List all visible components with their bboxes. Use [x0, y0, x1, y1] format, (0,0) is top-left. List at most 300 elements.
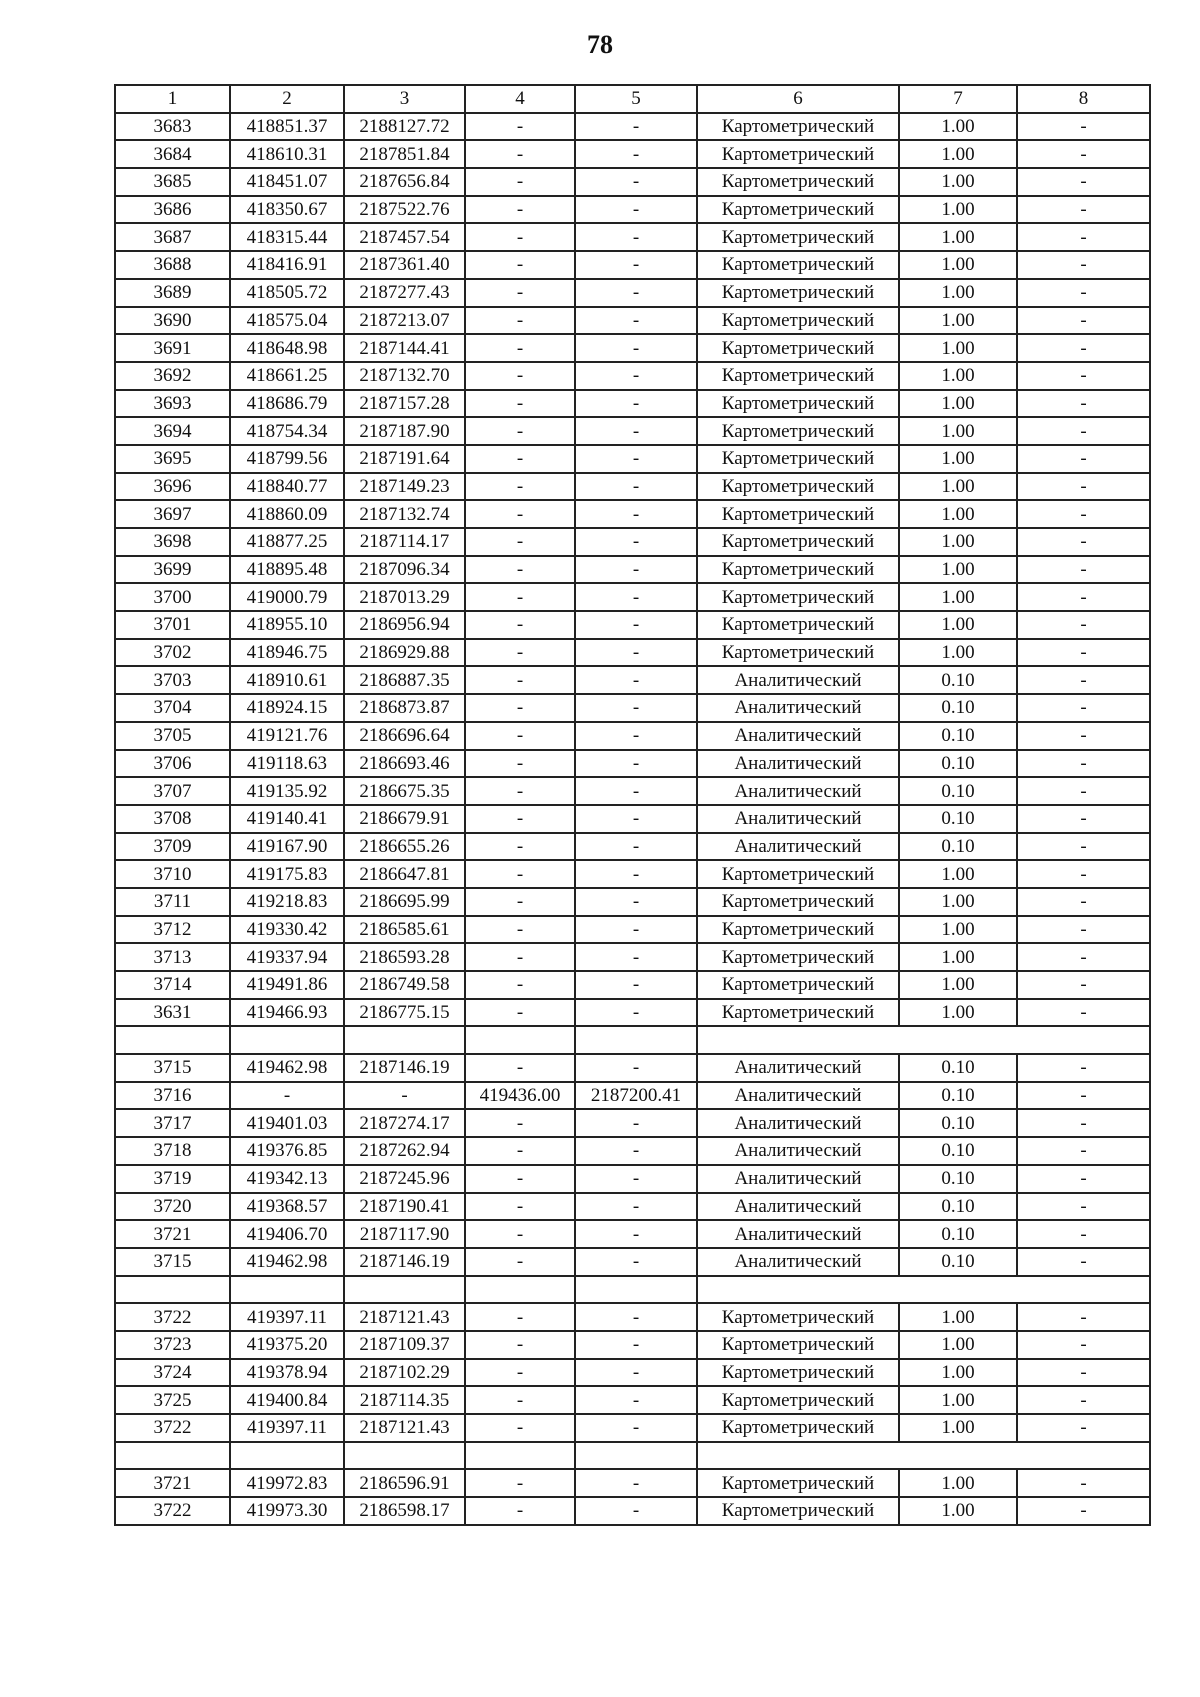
column-header: 7	[899, 85, 1017, 113]
accuracy-cell: 1.00	[899, 1359, 1017, 1387]
x-coordinate-alt-cell: -	[465, 1359, 575, 1387]
accuracy-cell: 1.00	[899, 196, 1017, 224]
note-cell: -	[1017, 888, 1150, 916]
y-coordinate-alt-cell: -	[575, 888, 697, 916]
point-number-cell: 3694	[115, 417, 230, 445]
x-coordinate-cell: 418661.25	[230, 362, 344, 390]
note-cell: -	[1017, 916, 1150, 944]
y-coordinate-cell: 2187146.19	[344, 1248, 465, 1276]
note-cell: -	[1017, 307, 1150, 335]
y-coordinate-cell: 2186749.58	[344, 971, 465, 999]
method-cell: Картометрический	[697, 473, 899, 501]
method-cell: Картометрический	[697, 556, 899, 584]
x-coordinate-alt-cell: -	[465, 888, 575, 916]
method-cell: Картометрический	[697, 916, 899, 944]
point-number-cell: 3631	[115, 999, 230, 1027]
x-coordinate-cell: -	[230, 1082, 344, 1110]
x-coordinate-cell: 419466.93	[230, 999, 344, 1027]
table-row	[115, 223, 1150, 251]
accuracy-cell: 1.00	[899, 639, 1017, 667]
y-coordinate-alt-cell: -	[575, 417, 697, 445]
table-row	[115, 473, 1150, 501]
x-coordinate-cell: 419000.79	[230, 583, 344, 611]
y-coordinate-cell: 2186956.94	[344, 611, 465, 639]
y-coordinate-alt-cell: -	[575, 666, 697, 694]
y-coordinate-alt-cell: -	[575, 1109, 697, 1137]
x-coordinate-cell: 418754.34	[230, 417, 344, 445]
y-coordinate-cell: 2186775.15	[344, 999, 465, 1027]
empty-cell	[115, 1442, 230, 1470]
table-row	[115, 1331, 1150, 1359]
point-number-cell: 3688	[115, 251, 230, 279]
accuracy-cell: 0.10	[899, 777, 1017, 805]
y-coordinate-cell: 2187457.54	[344, 223, 465, 251]
x-coordinate-alt-cell: -	[465, 1165, 575, 1193]
note-cell: -	[1017, 1386, 1150, 1414]
x-coordinate-alt-cell: -	[465, 307, 575, 335]
y-coordinate-alt-cell: -	[575, 1469, 697, 1497]
y-coordinate-alt-cell: -	[575, 805, 697, 833]
y-coordinate-alt-cell: -	[575, 362, 697, 390]
note-cell: -	[1017, 473, 1150, 501]
x-coordinate-cell: 419121.76	[230, 722, 344, 750]
method-cell: Аналитический	[697, 1109, 899, 1137]
point-number-cell: 3711	[115, 888, 230, 916]
table-row	[115, 750, 1150, 778]
y-coordinate-cell: 2187132.74	[344, 500, 465, 528]
point-number-cell: 3713	[115, 943, 230, 971]
x-coordinate-alt-cell: -	[465, 223, 575, 251]
x-coordinate-cell: 418686.79	[230, 390, 344, 418]
x-coordinate-alt-cell: -	[465, 1137, 575, 1165]
x-coordinate-alt-cell: -	[465, 1054, 575, 1082]
y-coordinate-alt-cell: -	[575, 1137, 697, 1165]
method-cell: Картометрический	[697, 1414, 899, 1442]
y-coordinate-cell: 2186873.87	[344, 694, 465, 722]
empty-cell	[575, 1442, 697, 1470]
x-coordinate-cell: 419973.30	[230, 1497, 344, 1525]
point-number-cell: 3689	[115, 279, 230, 307]
y-coordinate-alt-cell: -	[575, 223, 697, 251]
table-row	[115, 556, 1150, 584]
accuracy-cell: 1.00	[899, 1386, 1017, 1414]
method-cell: Аналитический	[697, 1248, 899, 1276]
method-cell: Картометрический	[697, 1497, 899, 1525]
header-row	[115, 85, 1150, 113]
y-coordinate-alt-cell: -	[575, 1414, 697, 1442]
x-coordinate-alt-cell: -	[465, 113, 575, 141]
accuracy-cell: 1.00	[899, 473, 1017, 501]
point-number-cell: 3717	[115, 1109, 230, 1137]
accuracy-cell: 0.10	[899, 833, 1017, 861]
accuracy-cell: 1.00	[899, 445, 1017, 473]
method-cell: Картометрический	[697, 500, 899, 528]
method-cell: Картометрический	[697, 888, 899, 916]
note-cell: -	[1017, 1082, 1150, 1110]
table-row	[115, 1469, 1150, 1497]
coordinates-table	[114, 84, 1151, 1526]
x-coordinate-cell: 418315.44	[230, 223, 344, 251]
point-number-cell: 3697	[115, 500, 230, 528]
empty-cell	[230, 1026, 344, 1054]
x-coordinate-alt-cell: -	[465, 694, 575, 722]
x-coordinate-alt-cell: -	[465, 473, 575, 501]
y-coordinate-alt-cell: -	[575, 196, 697, 224]
note-cell: -	[1017, 168, 1150, 196]
x-coordinate-cell: 419406.70	[230, 1220, 344, 1248]
method-cell: Картометрический	[697, 1386, 899, 1414]
method-cell: Картометрический	[697, 1469, 899, 1497]
note-cell: -	[1017, 999, 1150, 1027]
x-coordinate-cell: 418505.72	[230, 279, 344, 307]
method-cell: Картометрический	[697, 279, 899, 307]
separator-row	[115, 1026, 1150, 1054]
table-row	[115, 390, 1150, 418]
method-cell: Картометрический	[697, 223, 899, 251]
table-row	[115, 611, 1150, 639]
y-coordinate-cell: 2187114.35	[344, 1386, 465, 1414]
y-coordinate-cell: 2187262.94	[344, 1137, 465, 1165]
page-number: 78	[587, 30, 613, 59]
empty-cell	[697, 1026, 1150, 1054]
y-coordinate-alt-cell: -	[575, 833, 697, 861]
y-coordinate-alt-cell: -	[575, 1303, 697, 1331]
note-cell: -	[1017, 694, 1150, 722]
point-number-cell: 3712	[115, 916, 230, 944]
x-coordinate-cell: 419140.41	[230, 805, 344, 833]
point-number-cell: 3721	[115, 1220, 230, 1248]
table-row	[115, 722, 1150, 750]
x-coordinate-cell: 419337.94	[230, 943, 344, 971]
y-coordinate-cell: 2187102.29	[344, 1359, 465, 1387]
note-cell: -	[1017, 556, 1150, 584]
point-number-cell: 3722	[115, 1303, 230, 1331]
method-cell: Аналитический	[697, 694, 899, 722]
x-coordinate-cell: 418799.56	[230, 445, 344, 473]
x-coordinate-cell: 419397.11	[230, 1303, 344, 1331]
point-number-cell: 3709	[115, 833, 230, 861]
method-cell: Картометрический	[697, 583, 899, 611]
note-cell: -	[1017, 362, 1150, 390]
table-row	[115, 362, 1150, 390]
note-cell: -	[1017, 223, 1150, 251]
point-number-cell: 3687	[115, 223, 230, 251]
method-cell: Картометрический	[697, 1331, 899, 1359]
empty-cell	[575, 1026, 697, 1054]
accuracy-cell: 1.00	[899, 971, 1017, 999]
point-number-cell: 3725	[115, 1386, 230, 1414]
x-coordinate-cell: 419218.83	[230, 888, 344, 916]
note-cell: -	[1017, 722, 1150, 750]
x-coordinate-cell: 418895.48	[230, 556, 344, 584]
x-coordinate-alt-cell: -	[465, 943, 575, 971]
x-coordinate-alt-cell: -	[465, 251, 575, 279]
y-coordinate-cell: 2186596.91	[344, 1469, 465, 1497]
method-cell: Картометрический	[697, 334, 899, 362]
point-number-cell: 3706	[115, 750, 230, 778]
column-header: 3	[344, 85, 465, 113]
y-coordinate-alt-cell: -	[575, 445, 697, 473]
y-coordinate-cell: 2186585.61	[344, 916, 465, 944]
note-cell: -	[1017, 943, 1150, 971]
x-coordinate-alt-cell: -	[465, 999, 575, 1027]
y-coordinate-alt-cell: -	[575, 168, 697, 196]
table-row	[115, 888, 1150, 916]
method-cell: Картометрический	[697, 971, 899, 999]
table-row	[115, 1248, 1150, 1276]
accuracy-cell: 0.10	[899, 750, 1017, 778]
y-coordinate-alt-cell: -	[575, 1331, 697, 1359]
method-cell: Картометрический	[697, 196, 899, 224]
empty-cell	[575, 1276, 697, 1304]
x-coordinate-alt-cell: -	[465, 750, 575, 778]
table-row	[115, 279, 1150, 307]
method-cell: Картометрический	[697, 251, 899, 279]
note-cell: -	[1017, 1497, 1150, 1525]
point-number-cell: 3692	[115, 362, 230, 390]
y-coordinate-alt-cell: -	[575, 1165, 697, 1193]
x-coordinate-cell: 419378.94	[230, 1359, 344, 1387]
method-cell: Картометрический	[697, 943, 899, 971]
note-cell: -	[1017, 1303, 1150, 1331]
method-cell: Аналитический	[697, 666, 899, 694]
x-coordinate-alt-cell: -	[465, 833, 575, 861]
y-coordinate-alt-cell: -	[575, 943, 697, 971]
x-coordinate-alt-cell: -	[465, 777, 575, 805]
x-coordinate-cell: 418648.98	[230, 334, 344, 362]
accuracy-cell: 1.00	[899, 251, 1017, 279]
note-cell: -	[1017, 1331, 1150, 1359]
y-coordinate-cell: 2186679.91	[344, 805, 465, 833]
note-cell: -	[1017, 1359, 1150, 1387]
point-number-cell: 3685	[115, 168, 230, 196]
x-coordinate-alt-cell: -	[465, 1220, 575, 1248]
empty-cell	[230, 1276, 344, 1304]
x-coordinate-cell: 418350.67	[230, 196, 344, 224]
y-coordinate-alt-cell: -	[575, 140, 697, 168]
y-coordinate-cell: 2187851.84	[344, 140, 465, 168]
note-cell: -	[1017, 1193, 1150, 1221]
method-cell: Картометрический	[697, 113, 899, 141]
method-cell: Картометрический	[697, 1359, 899, 1387]
note-cell: -	[1017, 334, 1150, 362]
table-row	[115, 1303, 1150, 1331]
y-coordinate-cell: 2186598.17	[344, 1497, 465, 1525]
table-body	[115, 85, 1150, 1525]
x-coordinate-alt-cell: -	[465, 1109, 575, 1137]
y-coordinate-cell: 2187149.23	[344, 473, 465, 501]
y-coordinate-cell: 2187114.17	[344, 528, 465, 556]
point-number-cell: 3721	[115, 1469, 230, 1497]
point-number-cell: 3714	[115, 971, 230, 999]
note-cell: -	[1017, 833, 1150, 861]
y-coordinate-alt-cell: -	[575, 694, 697, 722]
x-coordinate-cell: 418946.75	[230, 639, 344, 667]
x-coordinate-alt-cell: -	[465, 1386, 575, 1414]
y-coordinate-alt-cell: -	[575, 528, 697, 556]
y-coordinate-alt-cell: -	[575, 1193, 697, 1221]
table-row	[115, 334, 1150, 362]
x-coordinate-alt-cell: -	[465, 971, 575, 999]
y-coordinate-cell: 2187109.37	[344, 1331, 465, 1359]
note-cell: -	[1017, 971, 1150, 999]
accuracy-cell: 0.10	[899, 1193, 1017, 1221]
table-row	[115, 1193, 1150, 1221]
y-coordinate-alt-cell: -	[575, 279, 697, 307]
point-number-cell: 3724	[115, 1359, 230, 1387]
x-coordinate-alt-cell: -	[465, 583, 575, 611]
x-coordinate-cell: 418451.07	[230, 168, 344, 196]
y-coordinate-cell: 2187522.76	[344, 196, 465, 224]
note-cell: -	[1017, 528, 1150, 556]
note-cell: -	[1017, 279, 1150, 307]
x-coordinate-cell: 418610.31	[230, 140, 344, 168]
y-coordinate-cell: 2186593.28	[344, 943, 465, 971]
method-cell: Картометрический	[697, 860, 899, 888]
point-number-cell: 3723	[115, 1331, 230, 1359]
x-coordinate-alt-cell: -	[465, 390, 575, 418]
x-coordinate-alt-cell: -	[465, 556, 575, 584]
empty-cell	[115, 1276, 230, 1304]
separator-row	[115, 1442, 1150, 1470]
note-cell: -	[1017, 1469, 1150, 1497]
x-coordinate-alt-cell: -	[465, 1303, 575, 1331]
accuracy-cell: 1.00	[899, 334, 1017, 362]
table-row	[115, 943, 1150, 971]
column-header: 6	[697, 85, 899, 113]
x-coordinate-alt-cell: -	[465, 1248, 575, 1276]
empty-cell	[344, 1276, 465, 1304]
x-coordinate-cell: 418955.10	[230, 611, 344, 639]
y-coordinate-cell: 2186695.99	[344, 888, 465, 916]
table-row	[115, 639, 1150, 667]
accuracy-cell: 0.10	[899, 694, 1017, 722]
accuracy-cell: 1.00	[899, 390, 1017, 418]
x-coordinate-alt-cell: -	[465, 528, 575, 556]
y-coordinate-cell: 2187187.90	[344, 417, 465, 445]
y-coordinate-cell: 2187656.84	[344, 168, 465, 196]
note-cell: -	[1017, 860, 1150, 888]
method-cell: Картометрический	[697, 445, 899, 473]
table-row	[115, 196, 1150, 224]
column-header: 8	[1017, 85, 1150, 113]
point-number-cell: 3715	[115, 1054, 230, 1082]
method-cell: Картометрический	[697, 417, 899, 445]
y-coordinate-alt-cell: -	[575, 500, 697, 528]
y-coordinate-cell: 2186693.46	[344, 750, 465, 778]
method-cell: Аналитический	[697, 1137, 899, 1165]
empty-cell	[115, 1026, 230, 1054]
method-cell: Аналитический	[697, 1220, 899, 1248]
point-number-cell: 3701	[115, 611, 230, 639]
method-cell: Картометрический	[697, 999, 899, 1027]
empty-cell	[465, 1442, 575, 1470]
note-cell: -	[1017, 750, 1150, 778]
x-coordinate-cell: 419462.98	[230, 1248, 344, 1276]
x-coordinate-cell: 419135.92	[230, 777, 344, 805]
accuracy-cell: 0.10	[899, 722, 1017, 750]
y-coordinate-cell: 2187245.96	[344, 1165, 465, 1193]
y-coordinate-cell: 2186887.35	[344, 666, 465, 694]
column-header: 2	[230, 85, 344, 113]
accuracy-cell: 0.10	[899, 666, 1017, 694]
x-coordinate-alt-cell: -	[465, 916, 575, 944]
y-coordinate-cell: 2187146.19	[344, 1054, 465, 1082]
table-row	[115, 1497, 1150, 1525]
note-cell: -	[1017, 1165, 1150, 1193]
x-coordinate-cell: 419972.83	[230, 1469, 344, 1497]
accuracy-cell: 1.00	[899, 1303, 1017, 1331]
y-coordinate-alt-cell: 2187200.41	[575, 1082, 697, 1110]
table-row	[115, 251, 1150, 279]
y-coordinate-cell: 2187121.43	[344, 1303, 465, 1331]
method-cell: Картометрический	[697, 639, 899, 667]
x-coordinate-alt-cell: -	[465, 1193, 575, 1221]
x-coordinate-cell: 419376.85	[230, 1137, 344, 1165]
point-number-cell: 3720	[115, 1193, 230, 1221]
y-coordinate-alt-cell: -	[575, 1386, 697, 1414]
y-coordinate-alt-cell: -	[575, 639, 697, 667]
x-coordinate-cell: 418877.25	[230, 528, 344, 556]
table-row	[115, 971, 1150, 999]
x-coordinate-alt-cell: -	[465, 500, 575, 528]
x-coordinate-alt-cell: -	[465, 279, 575, 307]
accuracy-cell: 1.00	[899, 611, 1017, 639]
x-coordinate-cell: 419118.63	[230, 750, 344, 778]
point-number-cell: 3704	[115, 694, 230, 722]
y-coordinate-alt-cell: -	[575, 722, 697, 750]
x-coordinate-cell: 419175.83	[230, 860, 344, 888]
method-cell: Картометрический	[697, 140, 899, 168]
method-cell: Картометрический	[697, 362, 899, 390]
table-row	[115, 307, 1150, 335]
y-coordinate-cell: 2186675.35	[344, 777, 465, 805]
note-cell: -	[1017, 1054, 1150, 1082]
accuracy-cell: 1.00	[899, 1414, 1017, 1442]
y-coordinate-alt-cell: -	[575, 556, 697, 584]
column-header: 5	[575, 85, 697, 113]
method-cell: Картометрический	[697, 528, 899, 556]
table-row	[115, 666, 1150, 694]
accuracy-cell: 1.00	[899, 1331, 1017, 1359]
note-cell: -	[1017, 445, 1150, 473]
point-number-cell: 3710	[115, 860, 230, 888]
accuracy-cell: 1.00	[899, 362, 1017, 390]
accuracy-cell: 1.00	[899, 279, 1017, 307]
x-coordinate-cell: 418924.15	[230, 694, 344, 722]
point-number-cell: 3683	[115, 113, 230, 141]
y-coordinate-alt-cell: -	[575, 916, 697, 944]
table-row	[115, 1359, 1150, 1387]
point-number-cell: 3722	[115, 1414, 230, 1442]
method-cell: Аналитический	[697, 805, 899, 833]
accuracy-cell: 1.00	[899, 417, 1017, 445]
point-number-cell: 3703	[115, 666, 230, 694]
y-coordinate-alt-cell: -	[575, 583, 697, 611]
table-row	[115, 528, 1150, 556]
x-coordinate-cell: 419375.20	[230, 1331, 344, 1359]
note-cell: -	[1017, 777, 1150, 805]
method-cell: Аналитический	[697, 1054, 899, 1082]
table-row	[115, 694, 1150, 722]
column-header: 4	[465, 85, 575, 113]
y-coordinate-alt-cell: -	[575, 251, 697, 279]
table-row	[115, 1414, 1150, 1442]
point-number-cell: 3686	[115, 196, 230, 224]
x-coordinate-alt-cell: -	[465, 334, 575, 362]
accuracy-cell: 1.00	[899, 1497, 1017, 1525]
empty-cell	[697, 1442, 1150, 1470]
